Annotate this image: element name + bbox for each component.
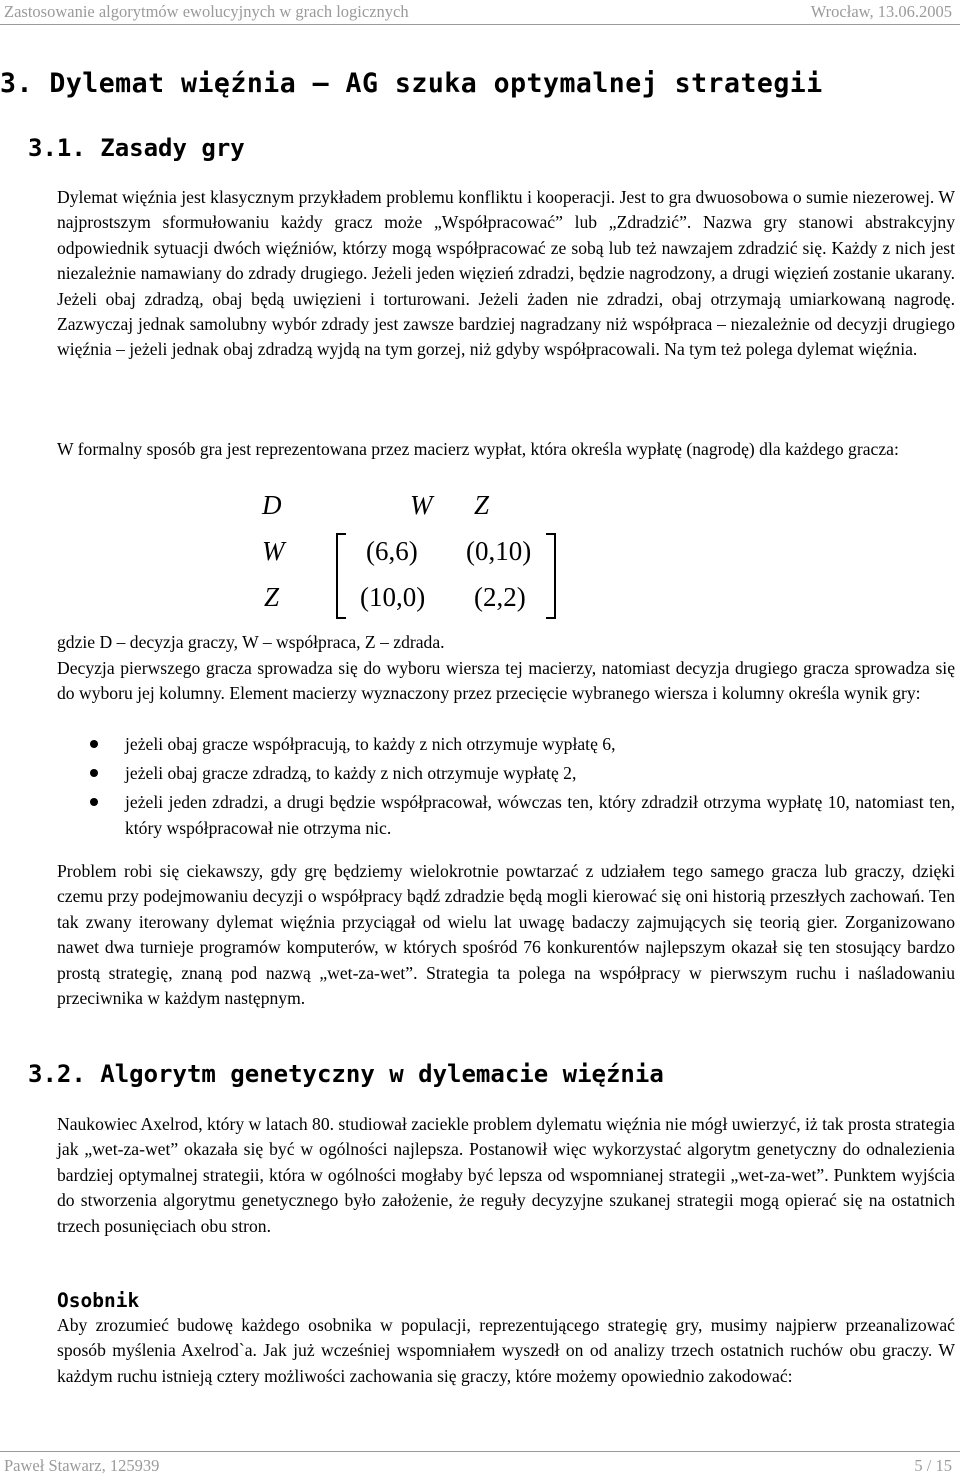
bullet-icon	[90, 769, 98, 777]
footer-author: Paweł Stawarz, 125939	[4, 1456, 160, 1475]
page-footer	[0, 1452, 960, 1478]
matrix-corner-label: D	[262, 490, 282, 520]
paragraph-iterated-dilemma: Problem robi się ciekawszy, gdy grę będziemy wielokrotnie powtarzać z udziałem tego samego gracza lub graczy, dzięki czemu przy podejmowaniu decyzji o współpracy bądź zdradzie będą mogli kierować się oni historią przeszłych zachowań. Ten tak zwany iterowany dylemat więźnia przyciągał od wielu lat uwagę badaczy zajmujących się teorią gier. Zorganizowano nawet dwa turnieje programów komputerów, w których spośród 76 konkurentów najlepszym okazał się ten stosujący bardzo prostą strategię, znaną pod nazwą „wet-za-wet”. Strategia ta polega na współpracy w pierwszym ruchu i naśladowaniu przeciwnika w każdym następnym.	[57, 861, 955, 1009]
paragraph-osobnik: Aby zrozumieć budowę każdego osobnika w populacji, reprezentującego strategię gry, musimy najpierw przeanalizować sposób myślenia Axelrod`a. Jak już wcześniej wspomniałem wyszedł on od analizy trzech ostatnich ruchów obu graczy. W każdym ruchu istnieją cztery możliwości zachowania się graczy, które możemy opowiednio zakodować:	[57, 1315, 955, 1386]
paragraph-rules-intro: Dylemat więźnia jest klasycznym przykładem problemu konfliktu i kooperacji. Jest to gra dwuosobowa o sumie niezerowej. W najprostszym sformułowaniu każdy gracz może „Współpracować” lub „Zdradzić”. Nazwa gry stanowi abstrakcyjny odpowiednik sytuacji dwóch więźniów, którzy mogą współpracować ze sobą lub też nawzajem zdradzić się. Każdy z nich jest niezależnie namawiany do zdrady drugiego. Jeżeli jeden więzień zdradzi, będzie nagrodzony, a drugi więzień zostanie ukarany. Jeżeli obaj zdradzą, obaj będą uwięzieni i torturowani. Jeżeli żaden nie zdradzi, obaj otrzymają umiarkowaną nagrodę. Zazwyczaj jednak samolubny wybór zdrady jest zawsze bardziej nagradzany niż współpraca – niezależnie od decyzji drugiego więźnia – jeżeli jednak obaj zdradzą wyjdą na tym gorzej, niż gdyby współpracowali. Na tym też polega dylemat więźnia.	[57, 187, 955, 360]
paragraph-decision-rules: Decyzja pierwszego gracza sprowadza się do wyboru wiersza tej macierzy, natomiast decyzja drugiego gracza sprowadza się do wyboru jej kolumny. Element macierzy wyznaczony przez przecięcie wybranego wiersza i kolumny określa wynik gry:	[57, 658, 955, 704]
list-item-text: jeżeli obaj gracze zdradzą, to każdy z nich otrzymuje wypłatę 2,	[125, 763, 577, 783]
header-place-date: Wrocław, 13.06.2005	[810, 2, 952, 21]
page-header	[0, 0, 960, 24]
list-item	[57, 760, 955, 786]
matrix-row-header-w: W	[262, 536, 285, 566]
list-item-text: jeżeli obaj gracze współpracują, to każdy z nich otrzymuje wypłatę 6,	[125, 734, 616, 754]
heading-osobnik: Osobnik	[57, 1289, 140, 1312]
matrix-cell-zw: (10,0)	[360, 582, 426, 612]
matrix-cell-zz: (2,2)	[474, 582, 526, 612]
outcome-list	[57, 731, 955, 844]
matrix-col-header-z: Z	[474, 490, 490, 520]
list-item-text: jeżeli jeden zdradzi, a drugi będzie współpracował, wówczas ten, który zdradził otrzyma wypłatę 10, natomiast ten, który współpracował nie otrzyma nic.	[125, 792, 955, 838]
payoff-matrix	[262, 486, 582, 626]
section-title: 3. Dylemat więźnia – AG szuka optymalnej strategii	[0, 68, 823, 99]
matrix-cell-ww: (6,6)	[366, 536, 418, 566]
list-item	[57, 731, 955, 757]
subsection-title-rules: 3.1. Zasady gry	[28, 134, 245, 162]
header-rule	[0, 24, 960, 25]
header-document-title: Zastosowanie algorytmów ewolucyjnych w grach logicznych	[4, 2, 409, 21]
matrix-col-header-w: W	[410, 490, 433, 520]
paragraph-payoff-matrix-intro: W formalny sposób gra jest reprezentowana przez macierz wypłat, która określa wypłatę (nagrodę) dla każdego gracza:	[57, 439, 899, 459]
bullet-icon	[90, 740, 98, 748]
footer-page-number: 5 / 15	[914, 1456, 952, 1475]
subsection-title-genetic-algorithm: 3.2. Algorytm genetyczny w dylemacie więźnia	[28, 1060, 664, 1088]
list-item	[57, 789, 955, 841]
matrix-row-header-z: Z	[264, 582, 280, 612]
paragraph-matrix-legend: gdzie D – decyzja graczy, W – współpraca, Z – zdrada.	[57, 632, 445, 652]
matrix-cell-wz: (0,10)	[466, 536, 532, 566]
bullet-icon	[90, 798, 98, 806]
paragraph-axelrod: Naukowiec Axelrod, który w latach 80. studiował zaciekle problem dylematu więźnia nie mógł uwierzyć, iż tak prosta strategia jak „wet-za-wet” okazała się być w ogólności najlepsza. Postanowił więc wykorzystać algorytm genetyczny do odnalezienia bardziej optymalnej strategii, która w ogólności mogłaby być lepsza od wspomnianej strategii „wet-za-wet”. Punktem wyjścia do stworzenia algorytmu genetycznego było założenie, że reguły decyzyjne szukanej strategii mogą opierać się na ostatnich trzech posunięciach obu stron.	[57, 1114, 955, 1236]
